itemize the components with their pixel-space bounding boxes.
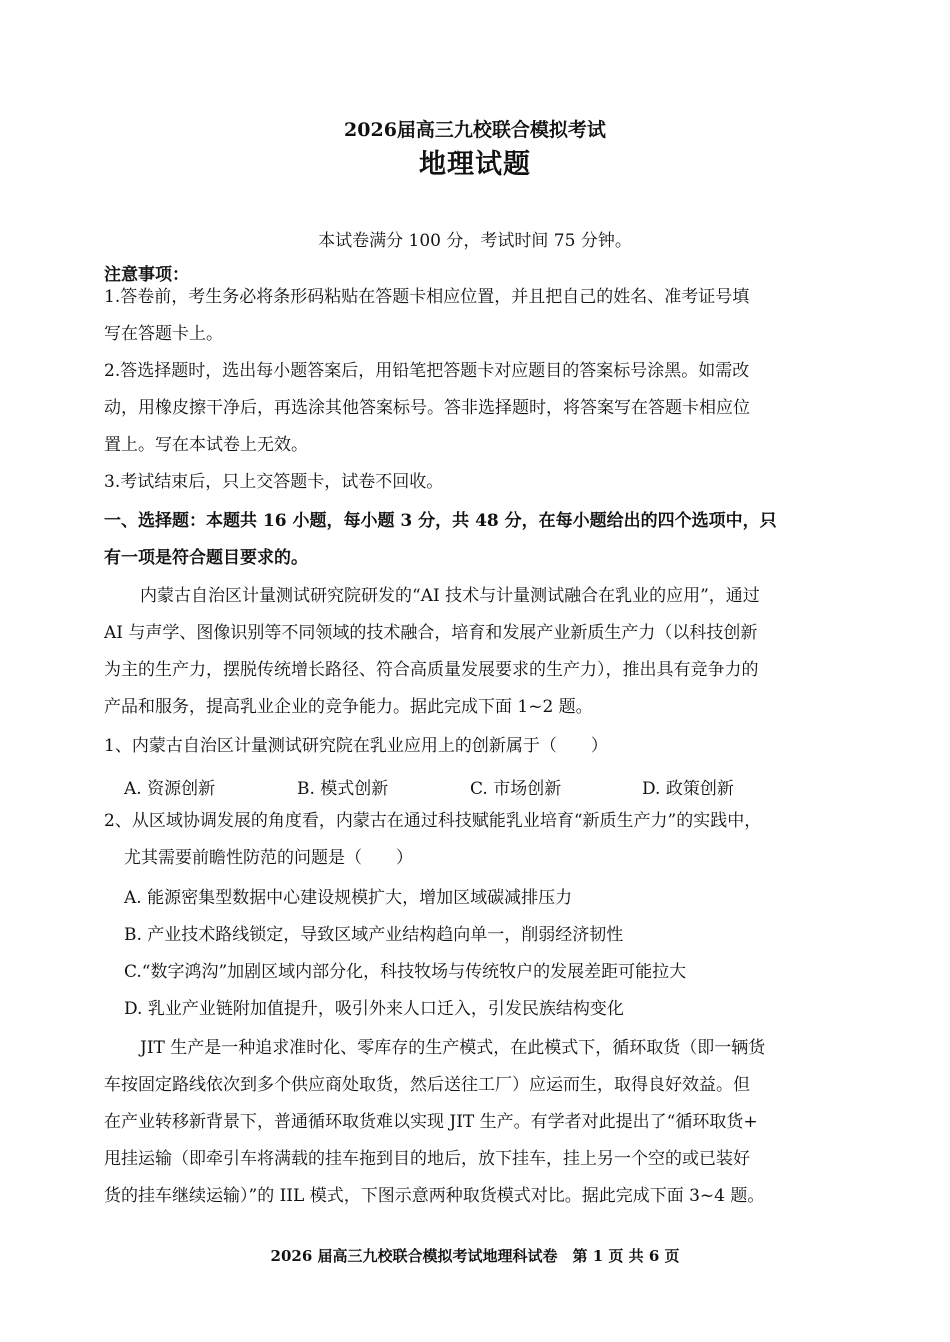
notice-line: 1.答卷前，考生务必将条形码粘贴在答题卡相应位置，并且把自己的姓名、准考证号填 [104, 287, 750, 307]
notice-heading: 注意事项： [104, 265, 189, 285]
exam-meta-line: 本试卷满分 100 分，考试时间 75 分钟。 [318, 231, 632, 251]
exam-title: 2026届高三九校联合模拟考试 [344, 119, 606, 141]
passage-line: 为主的生产力，摆脱传统增长路径、符合高质量发展要求的生产力），推出具有竞争力的 [104, 660, 759, 680]
passage-line: JIT 生产是一种追求准时化、零库存的生产模式，在此模式下，循环取货（即一辆货 [140, 1038, 766, 1058]
notice-line: 动，用橡皮擦干净后，再选涂其他答案标号。答非选择题时，将答案写在答题卡相应位 [104, 398, 750, 418]
subject-title: 地理试题 [419, 149, 531, 180]
passage-line: 货的挂车继续运输）”的 IIL 模式，下图示意两种取货模式对比。据此完成下面 3~4 题。 [104, 1186, 765, 1206]
section-heading: 有一项是符合题目要求的。 [104, 548, 308, 568]
passage-line: 内蒙古自治区计量测试研究院研发的“AI 技术与计量测试融合在乳业的应用”，通过 [140, 586, 760, 606]
section-heading: 一、选择题：本题共 16 小题，每小题 3 分，共 48 分，在每小题给出的四个选项中，只 [104, 511, 777, 531]
option-a: A. 资源创新 [124, 779, 216, 799]
notice-line: 3.考试结束后，只上交答题卡，试卷不回收。 [104, 472, 444, 492]
question-2-stem: 2、从区域协调发展的角度看，内蒙古在通过科技赋能乳业培育“新质生产力”的实践中， [104, 811, 762, 831]
option-b: B. 产业技术路线锁定，导致区域产业结构趋向单一，削弱经济韧性 [124, 925, 624, 945]
option-d: D. 乳业产业链附加值提升，吸引外来人口迁入，引发民族结构变化 [124, 999, 624, 1019]
option-a: A. 能源密集型数据中心建设规模扩大，增加区域碳减排压力 [124, 888, 573, 908]
notice-line: 写在答题卡上。 [104, 324, 223, 344]
option-c: C. 市场创新 [470, 779, 562, 799]
notice-line: 2.答选择题时，选出每小题答案后，用铅笔把答题卡对应题目的答案标号涂黑。如需改 [104, 361, 750, 381]
passage-line: 甩挂运输（即牵引车将满载的挂车拖到目的地后，放下挂车，挂上另一个空的或已装好 [104, 1149, 750, 1169]
passage-line: 车按固定路线依次到多个供应商处取货，然后送往工厂）应运而生，取得良好效益。但 [104, 1075, 750, 1095]
passage-line: AI 与声学、图像识别等不同领域的技术融合，培育和发展产业新质生产力（以科技创新 [104, 623, 758, 643]
page-footer: 2026 届高三九校联合模拟考试地理科试卷 第 1 页 共 6 页 [270, 1247, 680, 1265]
passage-line: 在产业转移新背景下，普通循环取货难以实现 JIT 生产。有学者对此提出了“循环取货+ [104, 1112, 758, 1132]
question-2-stem: 尤其需要前瞻性防范的问题是（ ） [124, 848, 413, 868]
option-d: D. 政策创新 [642, 779, 734, 799]
option-b: B. 模式创新 [297, 779, 389, 799]
notice-line: 置上。写在本试卷上无效。 [104, 435, 308, 455]
question-1-stem: 1、内蒙古自治区计量测试研究院在乳业应用上的创新属于（ ） [104, 736, 608, 756]
passage-line: 产品和服务，提高乳业企业的竞争能力。据此完成下面 1~2 题。 [104, 697, 593, 717]
option-c: C.“数字鸿沟”加剧区域内部分化，科技牧场与传统牧户的发展差距可能拉大 [124, 962, 687, 982]
